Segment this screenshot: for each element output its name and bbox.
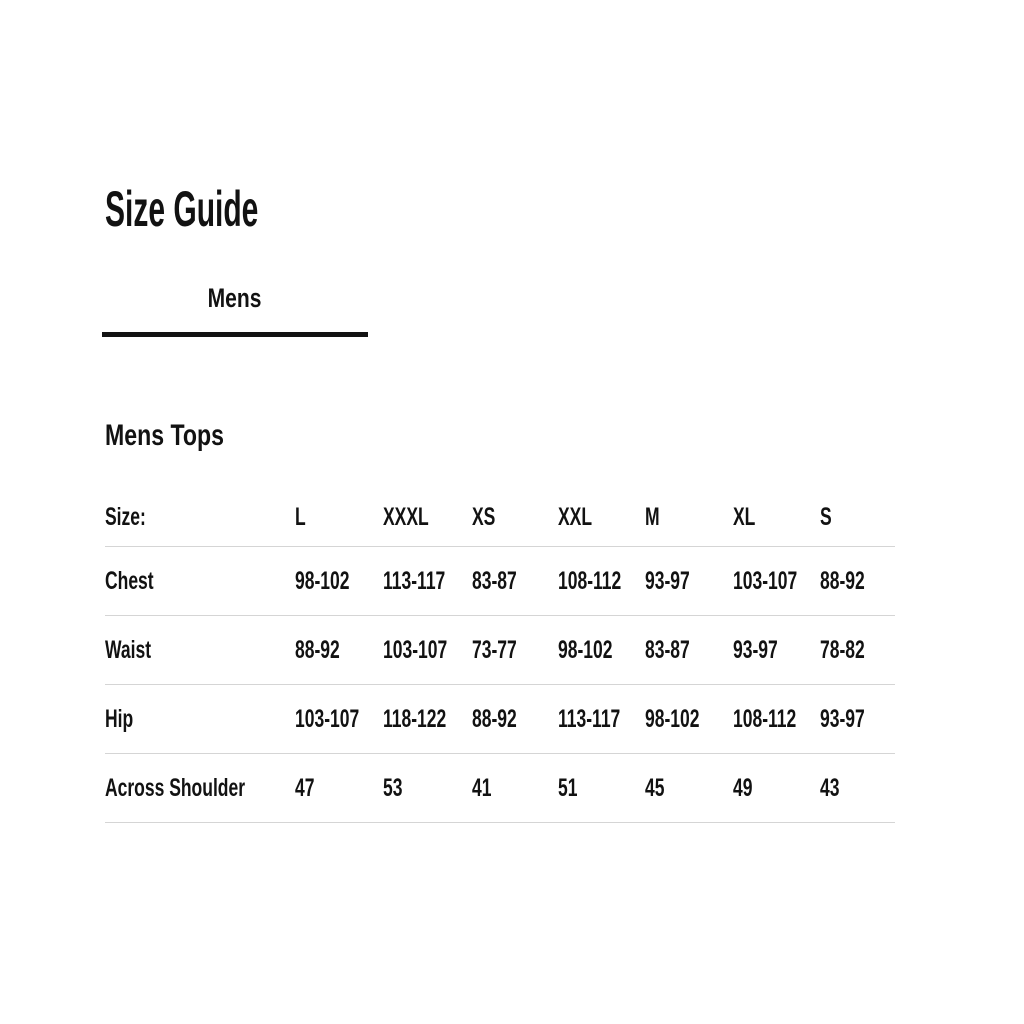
cell-value: 103-107	[295, 704, 360, 733]
row-label: Chest	[105, 566, 154, 595]
page-title: Size Guide	[105, 181, 259, 237]
active-tab-underline	[102, 332, 368, 337]
cell-value: 118-122	[383, 704, 447, 733]
cell-value: 88-92	[472, 704, 517, 733]
cell-value: 49	[733, 773, 753, 802]
row-label: Across Shoulder	[105, 773, 246, 802]
header-col-xs: XS	[472, 502, 496, 531]
cell-value: 103-107	[733, 566, 798, 595]
row-label: Hip	[105, 704, 134, 733]
cell-value: 43	[820, 773, 840, 802]
cell-value: 73-77	[472, 635, 517, 664]
cell-value: 47	[295, 773, 315, 802]
table-row-across-shoulder	[105, 754, 895, 823]
cell-value: 83-87	[472, 566, 517, 595]
cell-value: 93-97	[820, 704, 865, 733]
cell-value: 41	[472, 773, 492, 802]
table-header-row	[105, 480, 895, 547]
table-row-chest	[105, 547, 895, 616]
tab-mens[interactable]	[102, 285, 368, 337]
header-col-xxxl: XXXL	[383, 502, 429, 531]
cell-value: 103-107	[383, 635, 448, 664]
cell-value: 108-112	[558, 566, 622, 595]
cell-value: 88-92	[820, 566, 865, 595]
cell-value: 88-92	[295, 635, 340, 664]
cell-value: 98-102	[295, 566, 350, 595]
header-col-l: L	[295, 502, 306, 531]
header-col-s: S	[820, 502, 832, 531]
cell-value: 51	[558, 773, 578, 802]
cell-value: 98-102	[645, 704, 700, 733]
header-col-xl: XL	[733, 502, 756, 531]
header-col-xxl: XXL	[558, 502, 593, 531]
tab-mens-label: Mens	[208, 283, 262, 313]
cell-value: 113-117	[558, 704, 621, 733]
table-row-waist	[105, 616, 895, 685]
cell-value: 93-97	[645, 566, 690, 595]
section-heading-mens-tops: Mens Tops	[105, 419, 224, 452]
cell-value: 45	[645, 773, 665, 802]
row-label: Waist	[105, 635, 152, 664]
cell-value: 78-82	[820, 635, 865, 664]
cell-value: 98-102	[558, 635, 613, 664]
cell-value: 53	[383, 773, 403, 802]
cell-value: 108-112	[733, 704, 797, 733]
table-row-hip	[105, 685, 895, 754]
header-size-label: Size:	[105, 502, 146, 531]
cell-value: 113-117	[383, 566, 446, 595]
header-col-m: M	[645, 502, 660, 531]
cell-value: 93-97	[733, 635, 778, 664]
cell-value: 83-87	[645, 635, 690, 664]
size-table	[105, 480, 895, 823]
